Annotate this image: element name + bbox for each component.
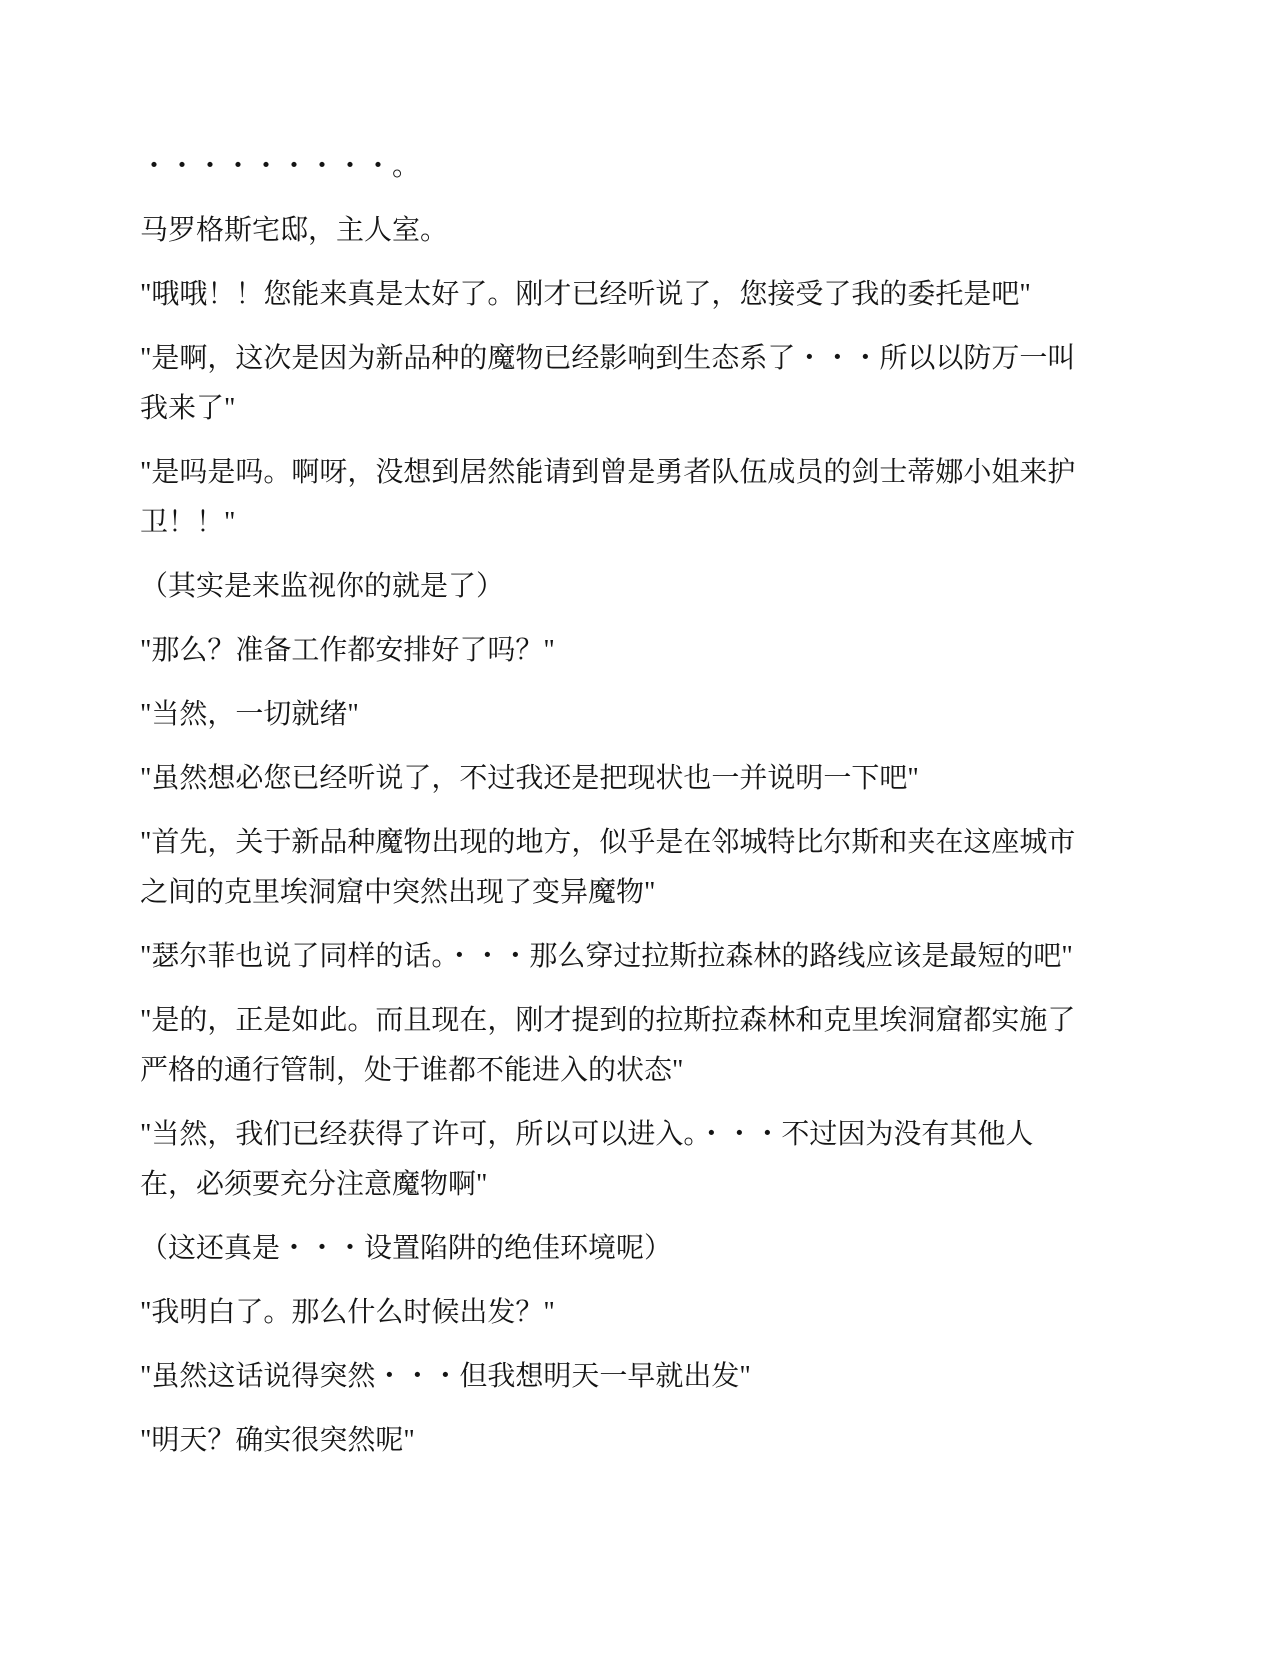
paragraph-scene-heading: 马罗格斯宅邸，主人室。 <box>140 215 449 246</box>
paragraph-ellipsis: ・・・・・・・・・。 <box>140 151 421 182</box>
text-content <box>140 142 1082 1466</box>
paragraph-inner-thought: （其实是来监视你的就是了） <box>140 571 505 602</box>
paragraph-inner-thought: （这还真是・・・设置陷阱的绝佳环境呢） <box>140 1233 673 1264</box>
paragraph-dialogue: "虽然想必您已经听说了，不过我还是把现状也一并说明一下吧" <box>140 763 919 794</box>
paragraph-dialogue: "哦哦！！您能来真是太好了。刚才已经听说了，您接受了我的委托是吧" <box>140 279 1031 310</box>
paragraph-dialogue: "瑟尔菲也说了同样的话。・・・那么穿过拉斯拉森林的路线应该是最短的吧" <box>140 941 1073 972</box>
paragraph-dialogue: "我明白了。那么什么时候出发？" <box>140 1297 555 1328</box>
paragraph-dialogue: "是的，正是如此。而且现在，刚才提到的拉斯拉森林和克里埃洞窟都实施了严格的通行管制，处于谁都不能进入的状态" <box>140 1005 1076 1086</box>
paragraph-dialogue: "当然，一切就绪" <box>140 699 359 730</box>
paragraph-dialogue: "当然，我们已经获得了许可，所以可以进入。・・・不过因为没有其他人在，必须要充分注意魔物啊" <box>140 1119 1034 1200</box>
paragraph-dialogue: "是啊，这次是因为新品种的魔物已经影响到生态系了・・・所以以防万一叫我来了" <box>140 343 1076 424</box>
paragraph-dialogue: "首先，关于新品种魔物出现的地方，似乎是在邻城特比尔斯和夹在这座城市之间的克里埃洞窟中突然出现了变异魔物" <box>140 827 1076 908</box>
paragraph-dialogue: "那么？准备工作都安排好了吗？" <box>140 635 555 666</box>
paragraph-dialogue: "是吗是吗。啊呀，没想到居然能请到曾是勇者队伍成员的剑士蒂娜小姐来护卫！！" <box>140 457 1076 538</box>
paragraph-dialogue: "明天？确实很突然呢" <box>140 1425 415 1456</box>
paragraph-dialogue: "虽然这话说得突然・・・但我想明天一早就出发" <box>140 1361 751 1392</box>
